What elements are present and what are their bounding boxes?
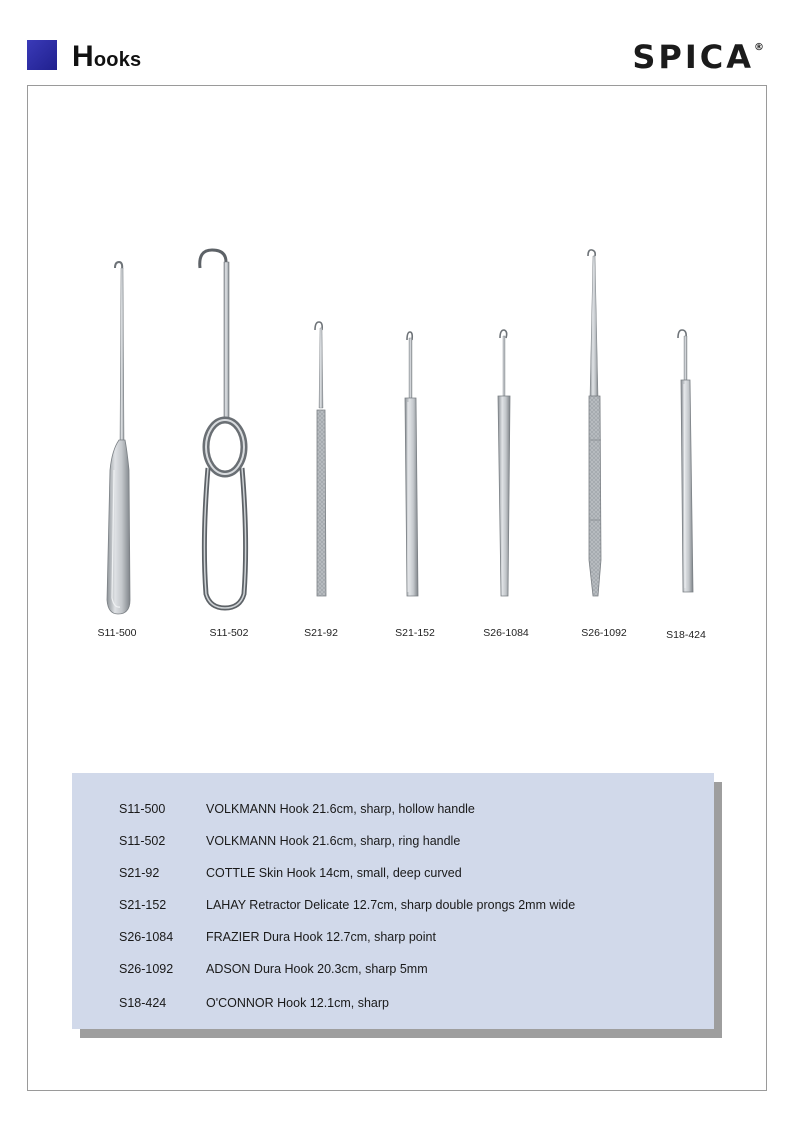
spec-code: S26-1084 xyxy=(119,930,174,944)
instrument-label-s21-92: S21-92 xyxy=(304,627,338,639)
spec-row xyxy=(72,898,714,918)
instrument-label-s21-152: S21-152 xyxy=(395,627,435,639)
spec-description: VOLKMANN Hook 21.6cm, sharp, ring handle xyxy=(206,834,461,848)
instrument-s21-92 xyxy=(315,322,326,596)
instrument-s11-502 xyxy=(200,250,246,608)
spec-description: VOLKMANN Hook 21.6cm, sharp, hollow handle xyxy=(206,802,475,816)
spec-description: FRAZIER Dura Hook 12.7cm, sharp point xyxy=(206,930,436,944)
instrument-label-s11-500: S11-500 xyxy=(97,627,137,639)
instrument-s18-424 xyxy=(678,330,693,592)
page-title-rest: ooks xyxy=(93,49,142,71)
instrument-s21-152 xyxy=(405,332,418,596)
spec-row xyxy=(72,802,714,822)
spec-code: S26-1092 xyxy=(119,962,174,976)
spec-row xyxy=(72,930,714,950)
spec-description: LAHAY Retractor Delicate 12.7cm, sharp double prongs 2mm wide xyxy=(206,898,576,912)
spec-row xyxy=(72,866,714,886)
spec-row xyxy=(72,962,714,982)
brand-name: SPICA xyxy=(632,38,754,76)
instrument-s26-1084 xyxy=(498,330,510,596)
spec-code: S21-92 xyxy=(119,866,160,880)
instrument-label-s26-1084: S26-1084 xyxy=(483,627,529,639)
instrument-label-s18-424: S18-424 xyxy=(666,629,706,641)
spec-row xyxy=(72,996,714,1016)
instrument-label-s11-502: S11-502 xyxy=(209,627,249,639)
spec-description: O'CONNOR Hook 12.1cm, sharp xyxy=(206,996,389,1010)
spec-description: ADSON Dura Hook 20.3cm, sharp 5mm xyxy=(206,962,428,976)
spec-code: S11-500 xyxy=(119,802,166,816)
spec-panel xyxy=(72,773,714,1029)
instrument-s26-1092 xyxy=(588,250,601,596)
instrument-label-s26-1092: S26-1092 xyxy=(581,627,627,639)
spec-row xyxy=(72,834,714,854)
spec-code: S21-152 xyxy=(119,898,167,912)
brand-registered-mark: ® xyxy=(754,42,764,53)
page-title-initial: H xyxy=(72,40,94,73)
spec-description: COTTLE Skin Hook 14cm, small, deep curved xyxy=(206,866,462,880)
spec-code: S18-424 xyxy=(119,996,167,1010)
instrument-s11-500 xyxy=(107,262,130,614)
spec-code: S11-502 xyxy=(119,834,166,848)
